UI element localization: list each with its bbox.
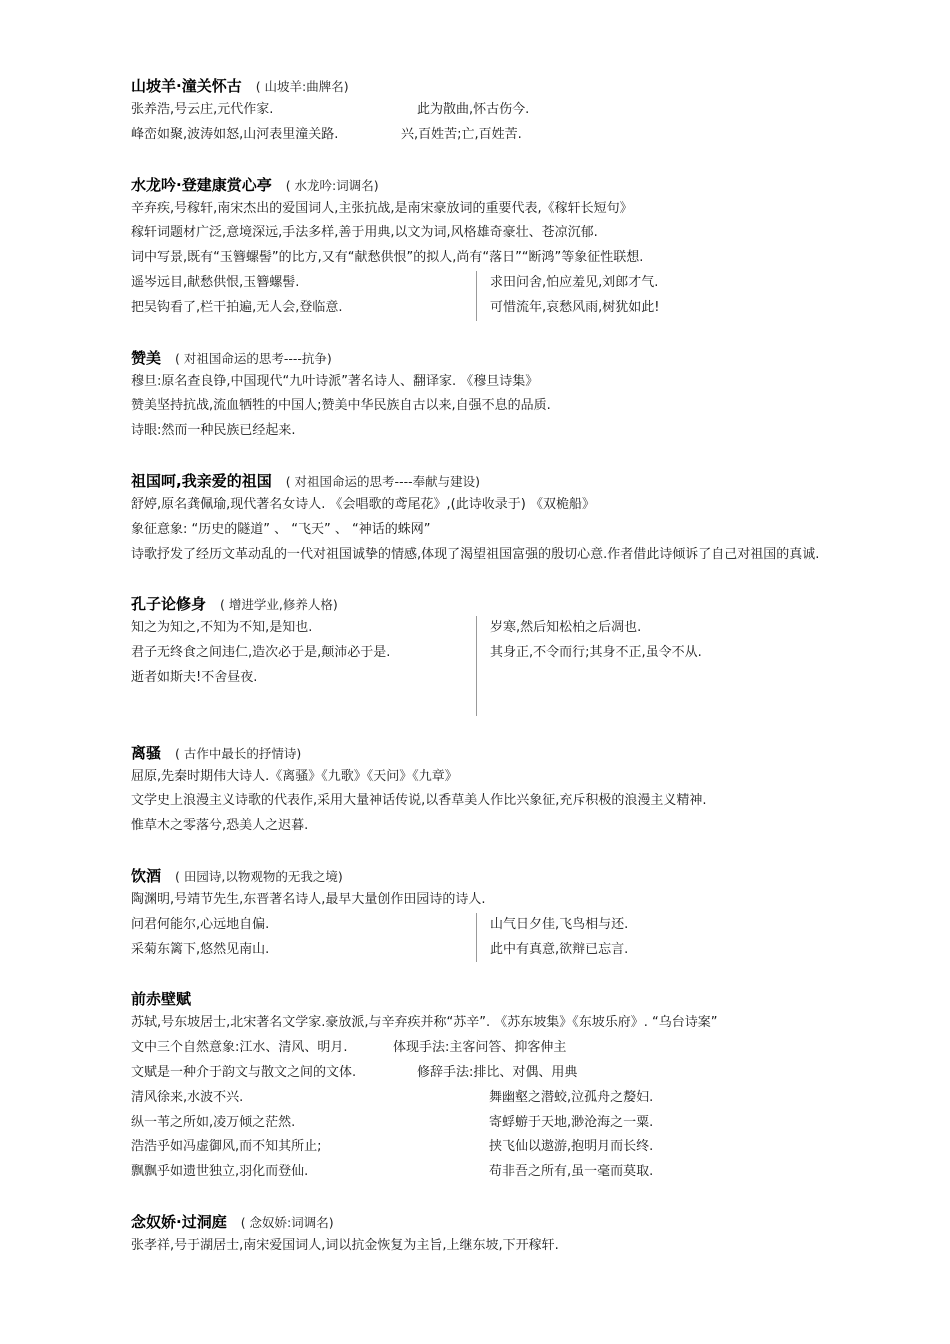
text-line: 象征意象: “历史的隧道” 、 “飞天” 、 “神话的蛛网” bbox=[131, 521, 431, 537]
two-column-verse bbox=[131, 616, 831, 715]
text-line: 稼轩词题材广泛,意境深远,手法多样,善于用典,以文为词,风格雄奇豪壮、苍凉沉郁. bbox=[131, 225, 598, 241]
verse-line: 把吴钩看了,栏干拍遍,无人会,登临意. bbox=[131, 299, 343, 315]
verse-line: 寄蜉蝣于天地,渺沧海之一粟. bbox=[489, 1114, 654, 1130]
verse-line: 知之为知之,不知为不知,是知也. bbox=[131, 620, 313, 636]
verse-right-column bbox=[476, 913, 831, 963]
text-line: 词中写景,既有“玉簪螺髻”的比方,又有“献愁供恨”的拟人,尚有“落日”“断鸿”等象征性联想. bbox=[131, 250, 644, 266]
verse-left-column bbox=[131, 913, 476, 963]
text-cell: 体现手法:主客问答、抑客伸主 bbox=[393, 1040, 567, 1056]
verse-line: 山气日夕佳,飞鸟相与还. bbox=[490, 916, 629, 932]
section-title: 山坡羊·潼关怀古 bbox=[131, 77, 242, 95]
verse-left-column bbox=[131, 616, 476, 715]
section-heading bbox=[131, 173, 831, 197]
section-title: 水龙吟·登建康赏心亭 bbox=[131, 175, 272, 194]
verse-line: 岁寒,然后知松柏之后凋也. bbox=[490, 620, 642, 636]
verse-line: 求田问舍,怕应羞见,刘郎才气. bbox=[490, 274, 659, 290]
text-cell: 峰峦如聚,波涛如怒,山河表里潼关路. bbox=[131, 126, 339, 142]
section-note: ( 念奴娇:词调名) bbox=[240, 1214, 334, 1230]
section-shanpoyang bbox=[131, 74, 831, 148]
verse-line: 可惜流年,哀愁风雨,树犹如此! bbox=[490, 299, 660, 315]
verse-line: 此中有真意,欲辩已忘言. bbox=[490, 941, 629, 957]
verse-line: 君子无终食之间违仁,造次必于是,颠沛必于是. bbox=[131, 645, 391, 661]
section-heading bbox=[131, 1210, 831, 1234]
section-note: ( 对祖国命运的思考----抗争) bbox=[175, 350, 332, 366]
section-yinjiu bbox=[131, 864, 831, 962]
section-lisao bbox=[131, 741, 831, 839]
section-note: ( 对祖国命运的思考----奉献与建设) bbox=[285, 473, 480, 489]
text-cell: 兴,百姓苦;亡,百姓苦. bbox=[401, 126, 522, 142]
section-title: 饮酒 bbox=[131, 866, 162, 885]
section-shuilongyin bbox=[131, 173, 831, 321]
section-title: 念奴娇·过洞庭 bbox=[131, 1212, 227, 1231]
text-line: 诗眼:然而一种民族已经起来. bbox=[131, 423, 296, 439]
verse-right-column bbox=[476, 271, 831, 321]
section-heading bbox=[131, 592, 831, 616]
text-line: 文学史上浪漫主义诗歌的代表作,采用大量神话传说,以香草美人作比兴象征,充斥积极的浪漫主义精神. bbox=[131, 793, 707, 809]
verse-line: 挟飞仙以遨游,抱明月而长终. bbox=[489, 1139, 654, 1155]
section-title: 祖国呵,我亲爱的祖国 bbox=[131, 471, 272, 490]
text-line: 赞美坚持抗战,流血牺牲的中国人;赞美中华民族自古以来,自强不息的品质. bbox=[131, 398, 551, 414]
text-line bbox=[131, 98, 831, 123]
verse-left-column bbox=[131, 271, 476, 321]
text-cell: 文中三个自然意象:江水、清风、明月. bbox=[131, 1040, 348, 1056]
text-line bbox=[131, 123, 831, 148]
section-chibifu bbox=[131, 987, 831, 1185]
verse-right-column bbox=[476, 616, 831, 715]
section-note: ( 水龙吟:词调名) bbox=[285, 177, 379, 193]
section-title: 赞美 bbox=[131, 348, 162, 367]
text-cell: 此为散曲,怀古伤今. bbox=[417, 102, 530, 117]
section-heading bbox=[131, 469, 831, 493]
section-title: 前赤壁赋 bbox=[131, 990, 192, 1009]
verse-line: 问君何能尔,心远地自偏. bbox=[131, 916, 270, 932]
text-paragraph: 诗歌抒发了经历文革动乱的一代对祖国诚挚的情感,体现了渴望祖国富强的殷切心意.作者借此诗倾诉了自己对祖国的真诚. bbox=[131, 546, 820, 562]
verse-line: 纵一苇之所如,凌万倾之茫然. bbox=[131, 1114, 296, 1130]
section-note: ( 古作中最长的抒情诗) bbox=[175, 745, 302, 761]
verse-line: 苟非吾之所有,虽一毫而莫取. bbox=[489, 1164, 654, 1180]
verse-line: 逝者如斯夫!不舍昼夜. bbox=[131, 669, 258, 685]
verse-line: 浩浩乎如冯虚御风,而不知其所止; bbox=[131, 1139, 322, 1155]
text-line: 苏轼,号东坡居士,北宋著名文学家.豪放派,与辛弃疾并称“苏辛”. 《苏东坡集》《东坡乐府》. “乌台诗案” bbox=[131, 1015, 718, 1031]
verse-line: 采菊东篱下,悠然见南山. bbox=[131, 941, 270, 957]
section-heading bbox=[131, 346, 831, 370]
section-title: 离骚 bbox=[131, 743, 162, 762]
verse-right-column bbox=[476, 1086, 831, 1185]
text-line bbox=[131, 1061, 831, 1086]
section-heading bbox=[131, 74, 831, 98]
section-note: ( 增进学业,修养人格) bbox=[220, 597, 338, 613]
verse-line: 飘飘乎如遗世独立,羽化而登仙. bbox=[131, 1164, 309, 1180]
text-line: 惟草木之零落兮,恐美人之迟暮. bbox=[131, 818, 309, 834]
section-zanmei bbox=[131, 346, 831, 444]
text-cell: 张养浩,号云庄,元代作家. bbox=[131, 102, 274, 117]
section-kongzi bbox=[131, 592, 831, 715]
text-line: 屈原,先秦时期伟大诗人.《离骚》《九歌》《天问》《九章》 bbox=[131, 768, 458, 784]
verse-spacer bbox=[131, 691, 476, 716]
two-column-verse bbox=[131, 271, 831, 321]
verse-line: 其身正,不令而行;其身不正,虽令不从. bbox=[490, 645, 702, 661]
section-heading bbox=[131, 987, 831, 1011]
document-page bbox=[131, 74, 831, 1284]
text-cell: 修辞手法:排比、对偶、用典 bbox=[417, 1064, 578, 1080]
verse-line: 舞幽壑之潜蛟,泣孤舟之嫠妇. bbox=[489, 1089, 654, 1105]
section-heading bbox=[131, 864, 831, 888]
text-line: 张孝祥,号于湖居士,南宋爱国词人,词以抗金恢复为主旨,上继东坡,下开稼轩. bbox=[131, 1237, 559, 1253]
section-title: 孔子论修身 bbox=[131, 595, 207, 614]
text-line: 舒婷,原名龚佩瑜,现代著名女诗人. 《会唱歌的鸢尾花》,(此诗收录于) 《双桅船》 bbox=[131, 496, 595, 512]
text-line: 穆旦:原名查良铮,中国现代“九叶诗派”著名诗人、翻译家. 《穆旦诗集》 bbox=[131, 373, 539, 389]
text-line bbox=[131, 1036, 831, 1061]
verse-left-column bbox=[131, 1086, 476, 1185]
section-niannujiao bbox=[131, 1210, 831, 1259]
verse-line: 清风徐来,水波不兴. bbox=[131, 1089, 244, 1105]
verse-line: 遥岑远目,献愁供恨,玉簪螺髻. bbox=[131, 274, 300, 290]
section-zuguo bbox=[131, 469, 831, 567]
text-cell: 文赋是一种介于韵文与散文之间的文体. bbox=[131, 1064, 357, 1080]
text-line: 辛弃疾,号稼轩,南宋杰出的爱国词人,主张抗战,是南宋豪放词的重要代表,《稼轩长短句》 bbox=[131, 200, 633, 216]
two-column-verse bbox=[131, 913, 831, 963]
section-heading bbox=[131, 741, 831, 765]
two-column-verse bbox=[131, 1086, 831, 1185]
section-note: ( 田园诗,以物观物的无我之境) bbox=[175, 868, 343, 884]
section-note: ( 山坡羊:曲牌名) bbox=[255, 79, 349, 94]
text-line: 陶渊明,号靖节先生,东晋著名诗人,最早大量创作田园诗的诗人. bbox=[131, 891, 486, 907]
